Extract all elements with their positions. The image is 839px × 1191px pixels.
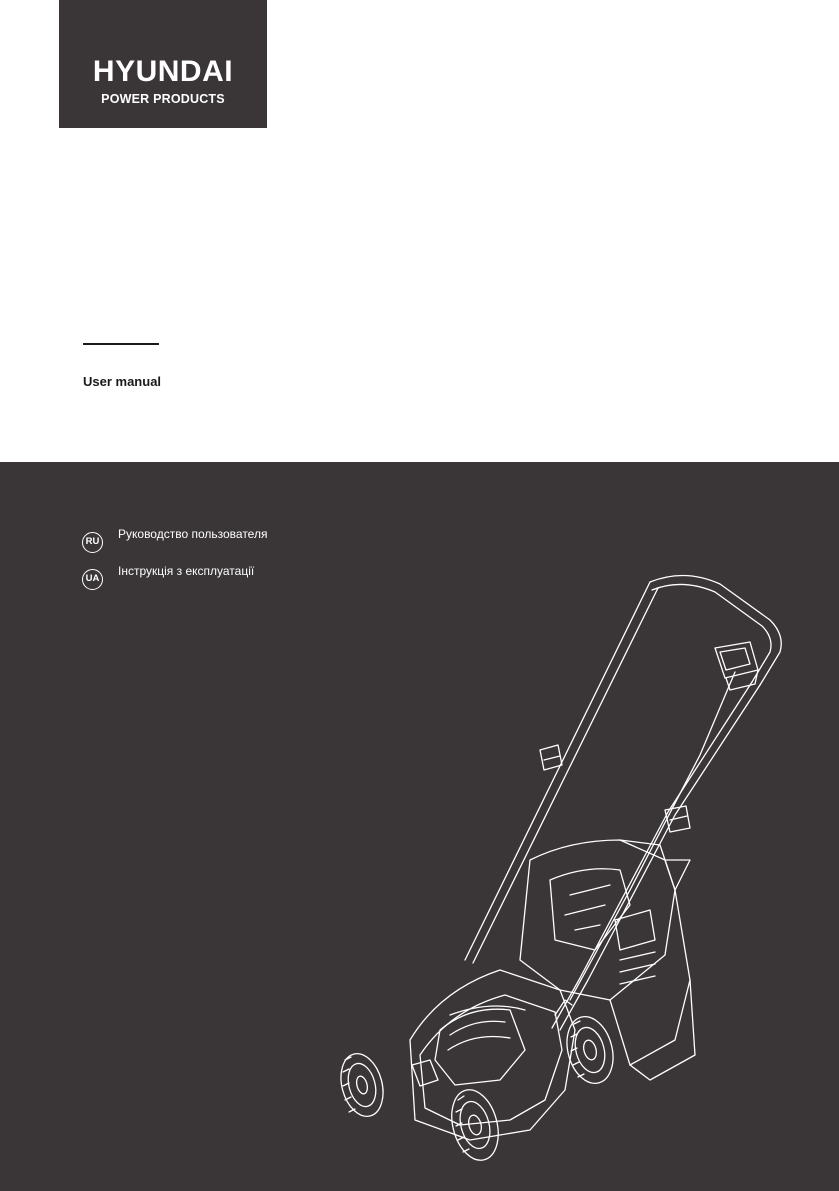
language-badge-ru: RU <box>82 532 103 553</box>
language-label-ua: Інструкція з експлуатації <box>118 564 255 578</box>
brand-name: HYUNDAI <box>92 55 234 88</box>
lawn-mower-icon <box>330 560 800 1170</box>
language-row-ua <box>82 564 254 590</box>
language-badge-ua: UA <box>82 569 103 590</box>
manual-label: User manual <box>83 374 162 389</box>
language-row-ru <box>82 527 267 553</box>
title-divider <box>83 343 159 345</box>
language-label-ru: Руководство пользователя <box>118 527 268 541</box>
brand-tagline: POWER PRODUCTS <box>101 92 225 106</box>
brand-logo <box>59 0 267 128</box>
